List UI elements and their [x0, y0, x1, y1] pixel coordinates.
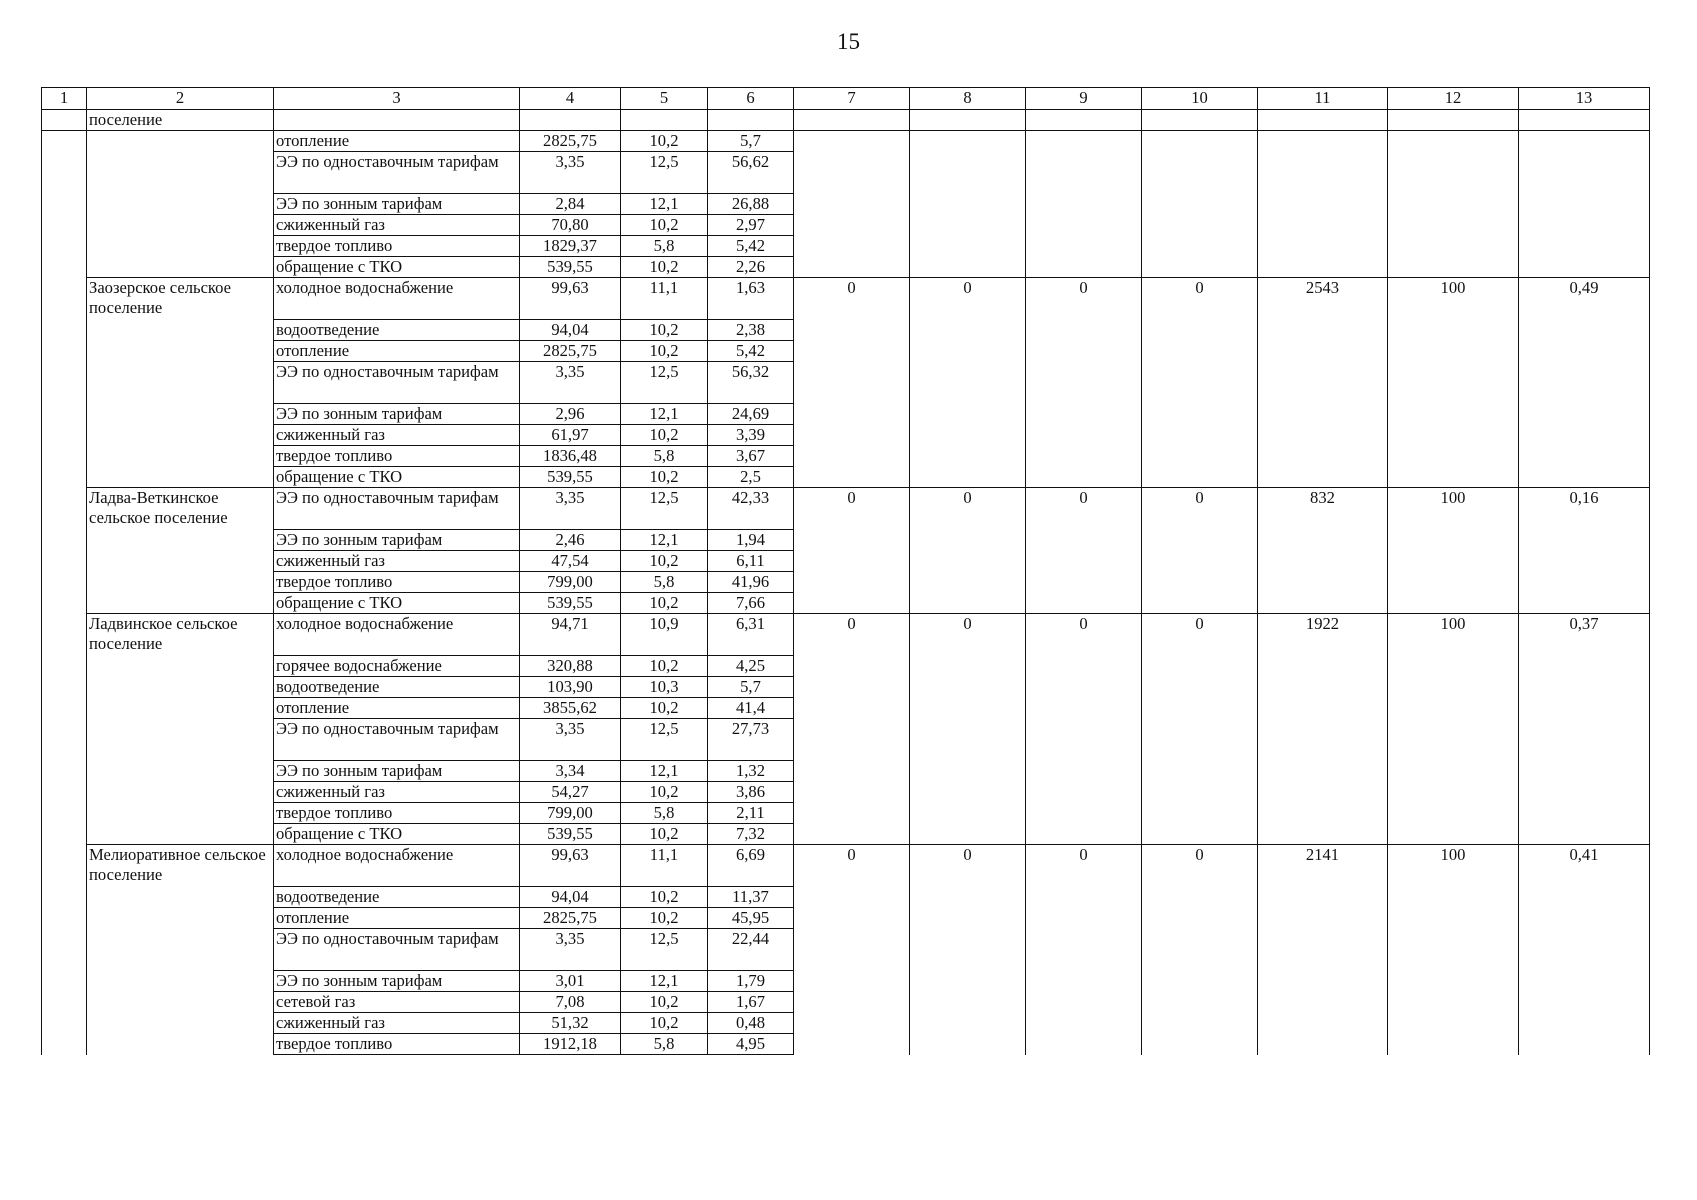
settlement-name: Заозерское сельское поселение: [87, 278, 274, 488]
summary-c8: 0: [910, 845, 1026, 1055]
service-name: отопление: [274, 698, 520, 719]
percent-value: 10,2: [621, 467, 708, 488]
summary-c9: 0: [1026, 845, 1142, 1055]
summary-c10: 0: [1142, 488, 1258, 614]
tariff-value: 94,04: [520, 887, 621, 908]
service-name: обращение с ТКО: [274, 824, 520, 845]
tariff-value: 539,55: [520, 257, 621, 278]
share-value: 2,97: [708, 215, 794, 236]
summary-c13: 0,41: [1519, 845, 1650, 1055]
percent-value: 12,5: [621, 488, 708, 530]
tariff-value: 3,01: [520, 971, 621, 992]
col1-cell: [42, 110, 87, 131]
tariff-value: 2,84: [520, 194, 621, 215]
share-value: 41,96: [708, 572, 794, 593]
summary-c12: 100: [1388, 845, 1519, 1055]
tariff-value: 3,35: [520, 488, 621, 530]
settlement-name: Ладва-Веткинское сельское поселение: [87, 488, 274, 614]
column-number-11: 11: [1258, 88, 1388, 110]
percent-value: 12,1: [621, 404, 708, 425]
summary-c7: 0: [794, 278, 910, 488]
service-name: сжиженный газ: [274, 215, 520, 236]
column-number-3: 3: [274, 88, 520, 110]
percent-value: 10,2: [621, 656, 708, 677]
service-name: ЭЭ по одноставочным тарифам: [274, 719, 520, 761]
share-value: 5,42: [708, 341, 794, 362]
tariff-value: 2825,75: [520, 908, 621, 929]
percent-value: 12,1: [621, 194, 708, 215]
share-value: 5,42: [708, 236, 794, 257]
summary-c11: 1922: [1258, 614, 1388, 845]
percent-value: 11,1: [621, 278, 708, 320]
tariff-value: 70,80: [520, 215, 621, 236]
service-name: холодное водоснабжение: [274, 845, 520, 887]
tariff-value: 1829,37: [520, 236, 621, 257]
percent-value: 10,2: [621, 131, 708, 152]
empty-cell: [1519, 110, 1650, 131]
empty-cell: [794, 110, 910, 131]
service-name: горячее водоснабжение: [274, 656, 520, 677]
settlement-name: поселение: [87, 110, 274, 131]
tariff-value: 539,55: [520, 824, 621, 845]
summary-c11: 2543: [1258, 278, 1388, 488]
summary-c7: 0: [794, 845, 910, 1055]
share-value: 0,48: [708, 1013, 794, 1034]
settlement-name: [87, 131, 274, 278]
percent-value: 5,8: [621, 803, 708, 824]
service-name: отопление: [274, 341, 520, 362]
service-name: обращение с ТКО: [274, 467, 520, 488]
tariff-value: 3,35: [520, 929, 621, 971]
service-name: твердое топливо: [274, 236, 520, 257]
percent-value: 10,2: [621, 1013, 708, 1034]
column-number-6: 6: [708, 88, 794, 110]
tariff-value: 1912,18: [520, 1034, 621, 1055]
service-name: отопление: [274, 131, 520, 152]
tariff-value: 799,00: [520, 572, 621, 593]
table-row: [42, 845, 1650, 887]
percent-value: 5,8: [621, 1034, 708, 1055]
column-number-7: 7: [794, 88, 910, 110]
tariff-value: 3,35: [520, 362, 621, 404]
empty-cell: [1388, 110, 1519, 131]
percent-value: 12,1: [621, 530, 708, 551]
service-name: отопление: [274, 908, 520, 929]
share-value: 2,38: [708, 320, 794, 341]
service-name: ЭЭ по зонным тарифам: [274, 530, 520, 551]
tariff-value: 7,08: [520, 992, 621, 1013]
share-value: 22,44: [708, 929, 794, 971]
service-name: ЭЭ по одноставочным тарифам: [274, 488, 520, 530]
summary-c10: 0: [1142, 278, 1258, 488]
percent-value: 10,9: [621, 614, 708, 656]
summary-c7: 0: [794, 488, 910, 614]
settlement-name: Мелиоративное сельское поселение: [87, 845, 274, 1055]
percent-value: 10,3: [621, 677, 708, 698]
column-number-8: 8: [910, 88, 1026, 110]
percent-value: 12,5: [621, 719, 708, 761]
empty-cell: [520, 110, 621, 131]
share-value: 6,69: [708, 845, 794, 887]
percent-value: 5,8: [621, 236, 708, 257]
percent-value: 10,2: [621, 782, 708, 803]
tariff-value: 51,32: [520, 1013, 621, 1034]
percent-value: 10,2: [621, 341, 708, 362]
column-number-10: 10: [1142, 88, 1258, 110]
tariff-value: 99,63: [520, 845, 621, 887]
summary-c9: [1026, 131, 1142, 278]
table-row: [42, 278, 1650, 320]
percent-value: 10,2: [621, 887, 708, 908]
column-number-4: 4: [520, 88, 621, 110]
percent-value: 12,1: [621, 971, 708, 992]
percent-value: 5,8: [621, 572, 708, 593]
summary-c13: 0,49: [1519, 278, 1650, 488]
column-number-row: [42, 88, 1650, 110]
tariff-value: 103,90: [520, 677, 621, 698]
service-name: сжиженный газ: [274, 1013, 520, 1034]
column-number-9: 9: [1026, 88, 1142, 110]
summary-c13: [1519, 131, 1650, 278]
tariff-value: 94,71: [520, 614, 621, 656]
empty-cell: [274, 110, 520, 131]
percent-value: 12,5: [621, 152, 708, 194]
empty-cell: [1026, 110, 1142, 131]
summary-c8: 0: [910, 278, 1026, 488]
summary-c11: 2141: [1258, 845, 1388, 1055]
service-name: сжиженный газ: [274, 425, 520, 446]
service-name: ЭЭ по зонным тарифам: [274, 971, 520, 992]
service-name: холодное водоснабжение: [274, 614, 520, 656]
service-name: обращение с ТКО: [274, 257, 520, 278]
share-value: 1,67: [708, 992, 794, 1013]
share-value: 26,88: [708, 194, 794, 215]
percent-value: 10,2: [621, 698, 708, 719]
summary-c12: [1388, 131, 1519, 278]
share-value: 27,73: [708, 719, 794, 761]
service-name: твердое топливо: [274, 446, 520, 467]
col1-cell: [42, 131, 87, 1055]
share-value: 4,25: [708, 656, 794, 677]
percent-value: 12,5: [621, 362, 708, 404]
share-value: 1,94: [708, 530, 794, 551]
share-value: 3,67: [708, 446, 794, 467]
service-name: ЭЭ по зонным тарифам: [274, 404, 520, 425]
percent-value: 10,2: [621, 824, 708, 845]
summary-c10: 0: [1142, 845, 1258, 1055]
tariff-value: 47,54: [520, 551, 621, 572]
service-name: ЭЭ по зонным тарифам: [274, 761, 520, 782]
tariff-value: 94,04: [520, 320, 621, 341]
summary-c11: [1258, 131, 1388, 278]
service-name: водоотведение: [274, 677, 520, 698]
tariff-value: 799,00: [520, 803, 621, 824]
column-number-1: 1: [42, 88, 87, 110]
tariff-value: 3,35: [520, 152, 621, 194]
settlement-name: Ладвинское сельское поселение: [87, 614, 274, 845]
percent-value: 11,1: [621, 845, 708, 887]
summary-c9: 0: [1026, 488, 1142, 614]
share-value: 24,69: [708, 404, 794, 425]
page-number: 15: [837, 29, 860, 54]
tariff-value: 54,27: [520, 782, 621, 803]
summary-c7: 0: [794, 614, 910, 845]
tariff-value: 320,88: [520, 656, 621, 677]
share-value: 3,86: [708, 782, 794, 803]
tariff-value: 539,55: [520, 593, 621, 614]
table-body: [42, 88, 1650, 1055]
service-name: твердое топливо: [274, 572, 520, 593]
share-value: 2,26: [708, 257, 794, 278]
summary-c11: 832: [1258, 488, 1388, 614]
share-value: 1,79: [708, 971, 794, 992]
service-name: водоотведение: [274, 320, 520, 341]
tariff-value: 3,35: [520, 719, 621, 761]
share-value: 1,32: [708, 761, 794, 782]
share-value: 5,7: [708, 131, 794, 152]
service-name: ЭЭ по одноставочным тарифам: [274, 152, 520, 194]
share-value: 7,32: [708, 824, 794, 845]
share-value: 2,5: [708, 467, 794, 488]
share-value: 4,95: [708, 1034, 794, 1055]
service-name: сжиженный газ: [274, 782, 520, 803]
tariff-value: 99,63: [520, 278, 621, 320]
empty-cell: [1258, 110, 1388, 131]
share-value: 7,66: [708, 593, 794, 614]
service-name: ЭЭ по одноставочным тарифам: [274, 362, 520, 404]
table-row: [42, 488, 1650, 530]
tariff-value: 2825,75: [520, 341, 621, 362]
tariff-value: 3855,62: [520, 698, 621, 719]
empty-cell: [708, 110, 794, 131]
summary-c9: 0: [1026, 614, 1142, 845]
summary-c10: [1142, 131, 1258, 278]
share-value: 5,7: [708, 677, 794, 698]
service-name: ЭЭ по одноставочным тарифам: [274, 929, 520, 971]
summary-c10: 0: [1142, 614, 1258, 845]
percent-value: 10,2: [621, 908, 708, 929]
table-row: [42, 614, 1650, 656]
service-name: обращение с ТКО: [274, 593, 520, 614]
column-number-2: 2: [87, 88, 274, 110]
share-value: 6,31: [708, 614, 794, 656]
share-value: 42,33: [708, 488, 794, 530]
percent-value: 10,2: [621, 215, 708, 236]
summary-c12: 100: [1388, 614, 1519, 845]
column-number-5: 5: [621, 88, 708, 110]
table-row: [42, 131, 1650, 152]
tariff-value: 2825,75: [520, 131, 621, 152]
tariff-value: 3,34: [520, 761, 621, 782]
tariff-value: 1836,48: [520, 446, 621, 467]
summary-c7: [794, 131, 910, 278]
percent-value: 10,2: [621, 320, 708, 341]
percent-value: 12,5: [621, 929, 708, 971]
percent-value: 5,8: [621, 446, 708, 467]
share-value: 6,11: [708, 551, 794, 572]
summary-c8: [910, 131, 1026, 278]
column-number-12: 12: [1388, 88, 1519, 110]
tariff-table: [41, 87, 1650, 1055]
percent-value: 12,1: [621, 761, 708, 782]
summary-c12: 100: [1388, 488, 1519, 614]
share-value: 3,39: [708, 425, 794, 446]
tariff-value: 2,46: [520, 530, 621, 551]
share-value: 1,63: [708, 278, 794, 320]
share-value: 2,11: [708, 803, 794, 824]
percent-value: 10,2: [621, 257, 708, 278]
summary-c13: 0,37: [1519, 614, 1650, 845]
summary-c13: 0,16: [1519, 488, 1650, 614]
tariff-value: 539,55: [520, 467, 621, 488]
share-value: 11,37: [708, 887, 794, 908]
summary-c8: 0: [910, 488, 1026, 614]
service-name: сетевой газ: [274, 992, 520, 1013]
summary-c8: 0: [910, 614, 1026, 845]
service-name: водоотведение: [274, 887, 520, 908]
share-value: 56,32: [708, 362, 794, 404]
percent-value: 10,2: [621, 425, 708, 446]
empty-cell: [1142, 110, 1258, 131]
percent-value: 10,2: [621, 593, 708, 614]
tariff-value: 61,97: [520, 425, 621, 446]
empty-cell: [910, 110, 1026, 131]
tariff-value: 2,96: [520, 404, 621, 425]
empty-cell: [621, 110, 708, 131]
percent-value: 10,2: [621, 551, 708, 572]
service-name: твердое топливо: [274, 1034, 520, 1055]
share-value: 41,4: [708, 698, 794, 719]
service-name: ЭЭ по зонным тарифам: [274, 194, 520, 215]
column-number-13: 13: [1519, 88, 1650, 110]
summary-c9: 0: [1026, 278, 1142, 488]
share-value: 45,95: [708, 908, 794, 929]
continuation-row: [42, 110, 1650, 131]
service-name: холодное водоснабжение: [274, 278, 520, 320]
service-name: твердое топливо: [274, 803, 520, 824]
percent-value: 10,2: [621, 992, 708, 1013]
service-name: сжиженный газ: [274, 551, 520, 572]
summary-c12: 100: [1388, 278, 1519, 488]
share-value: 56,62: [708, 152, 794, 194]
